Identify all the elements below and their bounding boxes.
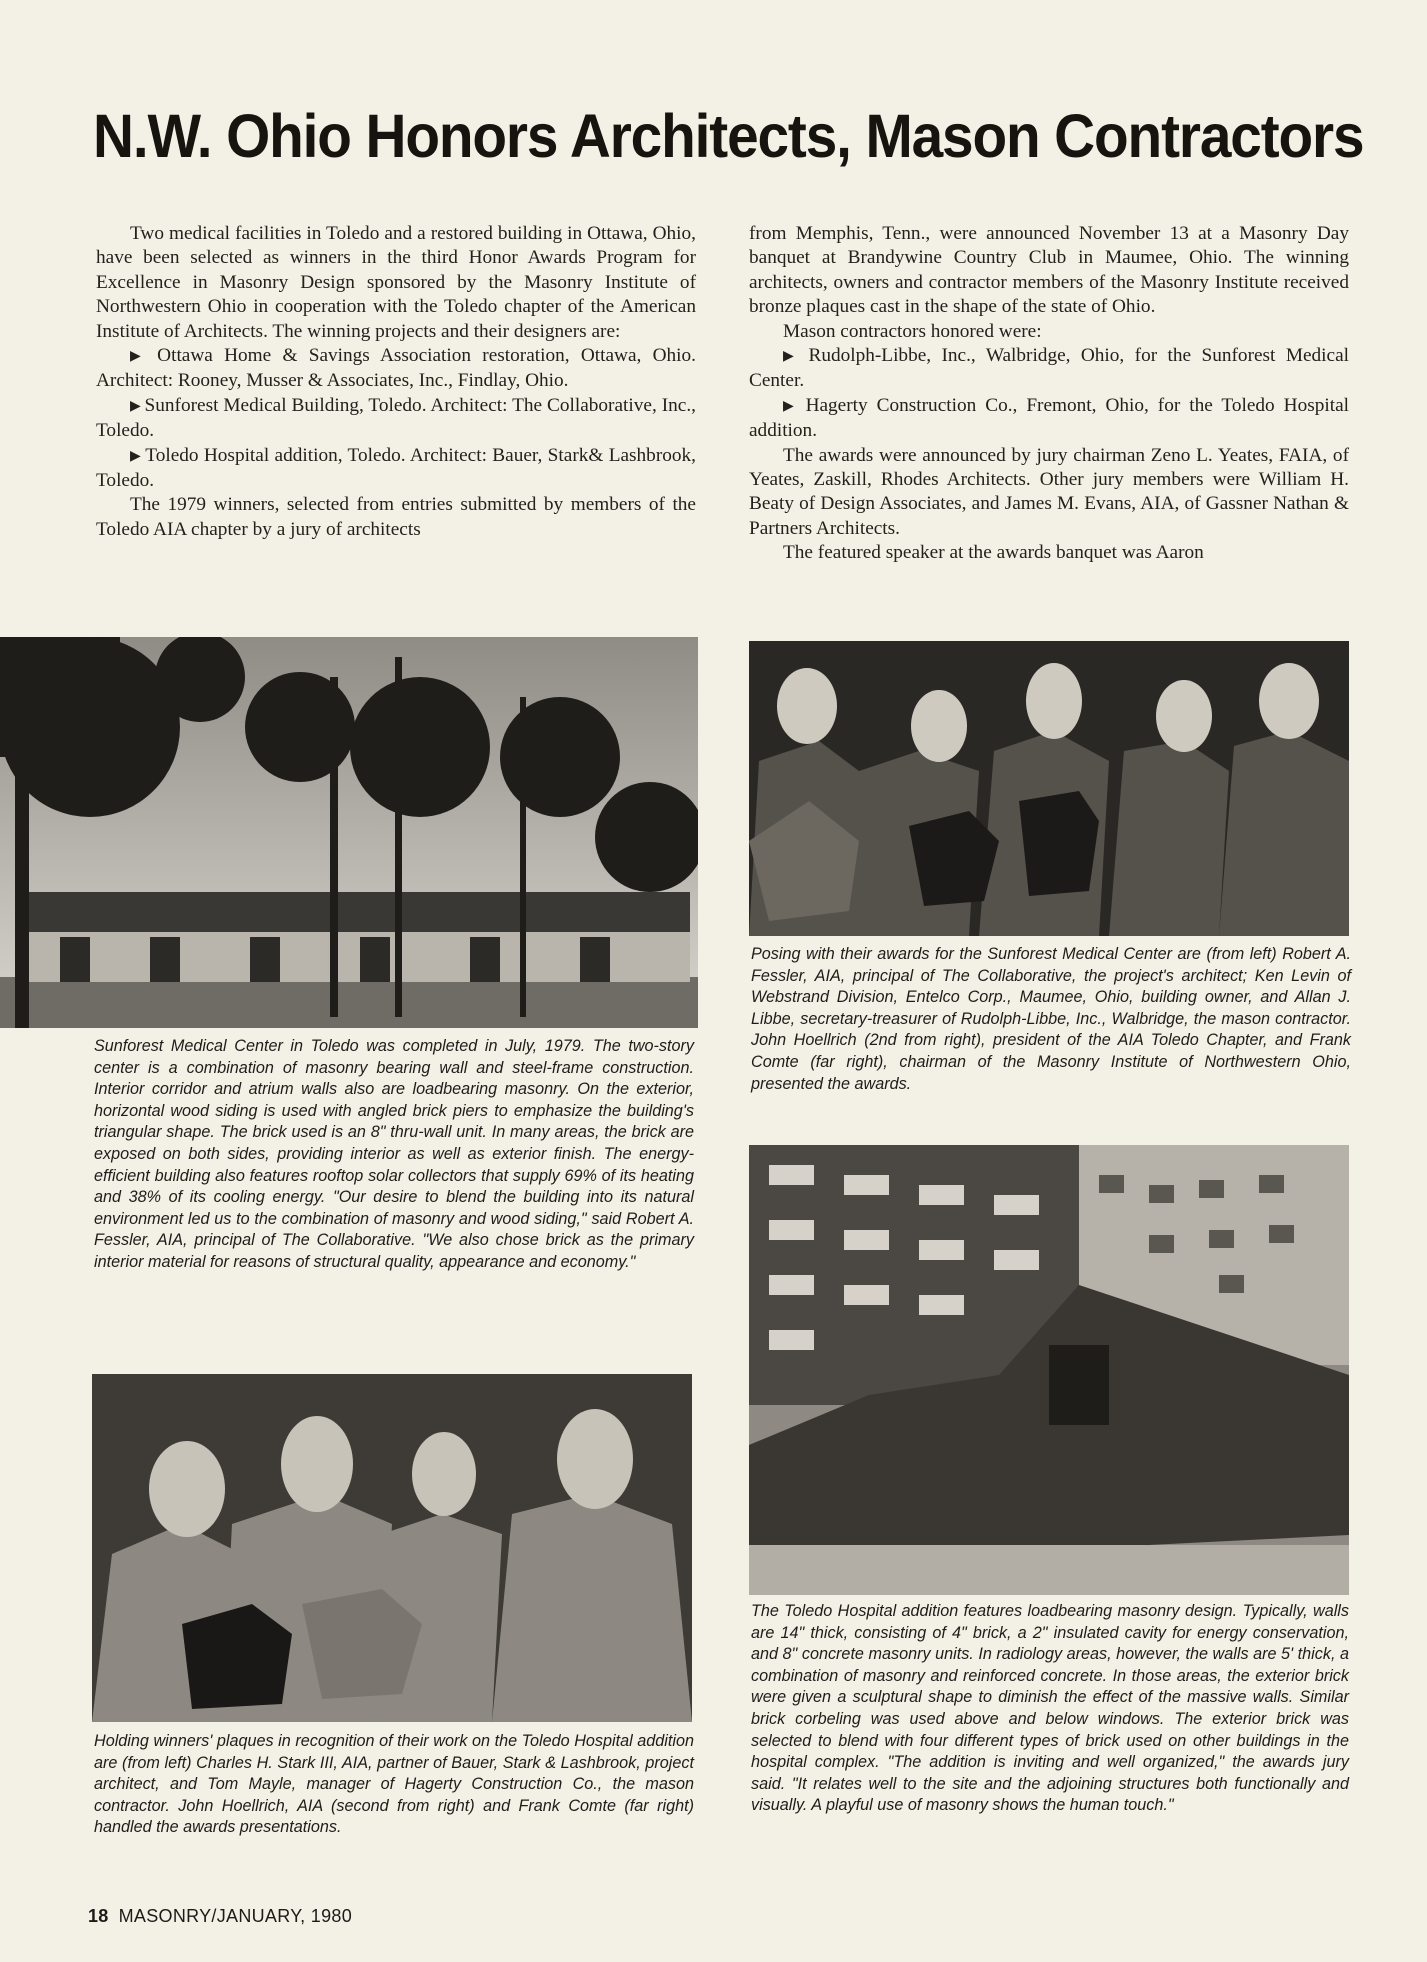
hospital-building-caption: The Toledo Hospital addition features loadbearing masonry design. Typically, walls are 14" thick, consisting of 4" brick, a 2" insulated cavity for energy conservation, and 8" concrete masonry units. In radiology areas, however, the walls are 5' thick, a combination of masonry and reinforced concrete. In those areas, the exterior brick were given a sculptural shape to diminish the effect of the massive walls. Similar brick corbeling was used above and below windows. The exterior brick was selected to blend with four different types of brick used on other buildings in the hospital complex. "The addition is inviting and well organized," the awards jury said. "It relates well to the site and the adjoining structures both functionally and visually. A playful use of masonry shows the human touch." [751, 1602, 1349, 1815]
article-title: N.W. Ohio Honors Architects, Mason Contractors [93, 102, 1364, 170]
hospital-building-photo [749, 1145, 1349, 1595]
page-number: 18 [88, 1906, 109, 1926]
hospital-winners-caption: Holding winners' plaques in recognition of their work on the Toledo Hospital addition are (from left) Charles H. Stark III, AIA, partner of Bauer, Stark & Lashbrook, project architect, and Tom Mayle, manager of Hagerty Construction Co., the mason contractor. John Hoellrich, AIA (second from right) and Frank Comte (far right) handled the awards presentations. [94, 1732, 694, 1837]
publication-line: MASONRY/JANUARY, 1980 [118, 1906, 353, 1926]
winner-ottawa: ▶ Ottawa Home & Savings Association restoration, Ottawa, Ohio. Architect: Rooney, Musser & Associates, Inc., Findlay, Ohio. [96, 344, 696, 394]
sunforest-winners-photo [749, 641, 1349, 936]
left-column-text [96, 222, 696, 542]
sunforest-building-caption: Sunforest Medical Center in Toledo was completed in July, 1979. The two-story center is a combination of masonry bearing wall and steel-frame construction. Interior corridor and atrium walls also are loadbearing masonry. On the exterior, horizontal wood siding is used with angled brick piers to emphasize the building's triangular shape. The brick used is an 8" thru-wall unit. In many areas, the brick are exposed on both sides, providing interior as well as exterior finish. The energy-efficient building also features rooftop solar collectors that supply 69% of its heating and 38% of its cooling energy. "Our desire to blend the building into its natural environment led us to the combination of masonry and wood siding," said Robert A. Fessler, AIA, principal of The Collaborative. "We also chose brick as the primary interior material for reasons of structural quality, appearance and economy." [94, 1037, 694, 1271]
right-column-text [749, 222, 1349, 566]
jury-members-paragraph: The awards were announced by jury chairman Zeno L. Yeates, FAIA, of Yeates, Zaskill, Rhodes Architects. Other jury members were William H. Beaty of Design Associates, and James M. Evans, AIA, of Gassner Nathan & Partners Architects. [749, 444, 1349, 539]
winner-sunforest: ▶ Sunforest Medical Building, Toledo. Architect: The Collaborative, Inc., Toledo. [96, 394, 696, 444]
contractors-heading: Mason contractors honored were: [783, 320, 1042, 342]
intro-paragraph: Two medical facilities in Toledo and a restored building in Ottawa, Ohio, have been selected as winners in the third Honor Awards Program for Excellence in Masonry Design sponsored by the Masonry Institute of Northwestern Ohio in cooperation with the Toledo chapter of the American Institute of Architects. The winning projects and their designers are: [96, 223, 696, 342]
winner-toledo-hospital: ▶ Toledo Hospital addition, Toledo. Architect: Bauer, Stark& Lashbrook, Toledo. [96, 444, 696, 494]
sunforest-building-photo [0, 637, 698, 1028]
sunforest-winners-caption: Posing with their awards for the Sunforest Medical Center are (from left) Robert A. Fessler, AIA, principal of The Collaborative, the project's architect; Ken Levin of Webstrand Division, Entelco Corp., Maumee, Ohio, building owner, and Allan J. Libbe, secretary-treasurer of Rudolph-Libbe, Inc., Walbridge, the mason contractor. John Hoellrich (2nd from right), president of the AIA Toledo Chapter, and Frank Comte (far right), chairman of the Masonry Institute of Northwestern Ohio, presented the awards. [751, 945, 1351, 1093]
page-footer [88, 1906, 352, 1927]
contractor-hagerty: ▶ Hagerty Construction Co., Fremont, Ohio, for the Toledo Hospital addition. [749, 394, 1349, 444]
announcement-paragraph: from Memphis, Tenn., were announced November 13 at a Masonry Day banquet at Brandywine Country Club in Maumee, Ohio. The winning architects, owners and contractor members of the Masonry Institute received bronze plaques cast in the shape of the state of Ohio. [749, 223, 1349, 318]
speaker-paragraph: The featured speaker at the awards banquet was Aaron [783, 542, 1204, 564]
jury-paragraph: The 1979 winners, selected from entries submitted by members of the Toledo AIA chapter by a jury of architects [96, 494, 696, 540]
hospital-winners-photo [92, 1374, 692, 1722]
contractor-rudolph-libbe: ▶ Rudolph-Libbe, Inc., Walbridge, Ohio, for the Sunforest Medical Center. [749, 344, 1349, 394]
